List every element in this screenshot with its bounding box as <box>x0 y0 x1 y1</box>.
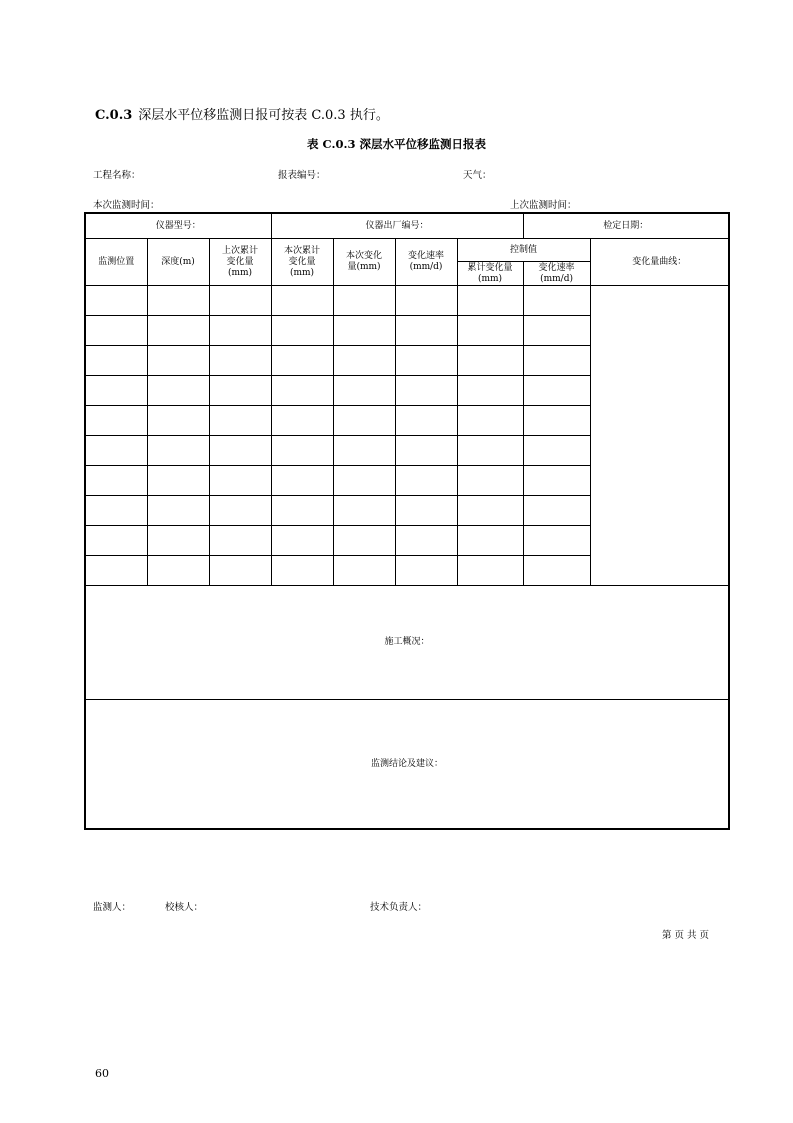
data-cell[interactable] <box>85 496 147 526</box>
col-curr-cumulative: 本次累计 变化量 (mm) <box>271 239 333 286</box>
data-cell[interactable] <box>395 526 457 556</box>
data-cell[interactable] <box>209 496 271 526</box>
data-cell[interactable] <box>271 316 333 346</box>
data-cell[interactable] <box>85 466 147 496</box>
previous-time-label: 上次监测时间： <box>510 200 577 211</box>
tech-lead-label: 技术负责人： <box>370 902 428 913</box>
col-depth: 深度(m) <box>147 239 209 286</box>
data-cell[interactable] <box>271 376 333 406</box>
col-prev-cumulative: 上次累计 变化量 (mm) <box>209 239 271 286</box>
data-cell[interactable] <box>271 436 333 466</box>
data-cell[interactable] <box>271 526 333 556</box>
data-cell[interactable] <box>209 556 271 586</box>
data-cell[interactable] <box>457 436 523 466</box>
clause-text: 深层水平位移监测日报可按表 C.0.3 执行。 <box>138 108 389 123</box>
data-cell[interactable] <box>457 286 523 316</box>
calibration-date-cell: 检定日期： <box>523 213 729 239</box>
data-cell[interactable] <box>147 376 209 406</box>
col-control-rate: 变化速率 (mm/d) <box>523 262 590 286</box>
instrument-row <box>85 213 729 239</box>
data-cell[interactable] <box>147 406 209 436</box>
data-row <box>85 286 729 316</box>
instrument-model-cell: 仪器型号： <box>85 213 271 239</box>
clause-line <box>95 104 389 123</box>
data-cell[interactable] <box>85 286 147 316</box>
data-cell[interactable] <box>523 436 590 466</box>
data-cell[interactable] <box>395 406 457 436</box>
conclusion-row <box>85 700 729 830</box>
data-cell[interactable] <box>333 376 395 406</box>
data-cell[interactable] <box>395 286 457 316</box>
page-of-label: 第 页 共 页 <box>662 930 710 941</box>
data-cell[interactable] <box>147 346 209 376</box>
data-cell[interactable] <box>209 286 271 316</box>
data-cell[interactable] <box>85 526 147 556</box>
data-cell[interactable] <box>523 346 590 376</box>
data-cell[interactable] <box>271 556 333 586</box>
construction-cell[interactable]: 施工概况： <box>85 586 729 700</box>
data-cell[interactable] <box>333 286 395 316</box>
clause-number: C.0.3 <box>95 108 133 123</box>
data-cell[interactable] <box>523 376 590 406</box>
data-cell[interactable] <box>457 556 523 586</box>
col-control-cumulative: 累计变化量 (mm) <box>457 262 523 286</box>
project-name-label: 工程名称： <box>93 170 141 181</box>
data-cell[interactable] <box>395 466 457 496</box>
data-cell[interactable] <box>271 286 333 316</box>
data-cell[interactable] <box>271 496 333 526</box>
data-cell[interactable] <box>523 286 590 316</box>
data-cell[interactable] <box>85 406 147 436</box>
data-cell[interactable] <box>333 316 395 346</box>
weather-label: 天气： <box>463 170 492 181</box>
data-cell[interactable] <box>457 526 523 556</box>
data-cell[interactable] <box>395 376 457 406</box>
data-cell[interactable] <box>395 436 457 466</box>
data-cell[interactable] <box>147 496 209 526</box>
col-change-rate: 变化速率 (mm/d) <box>395 239 457 286</box>
data-cell[interactable] <box>333 496 395 526</box>
data-cell[interactable] <box>457 376 523 406</box>
data-cell[interactable] <box>209 316 271 346</box>
data-cell[interactable] <box>395 316 457 346</box>
conclusion-cell[interactable]: 监测结论及建议： <box>85 700 729 830</box>
report-no-label: 报表编号： <box>278 170 326 181</box>
table-title: 表 C.0.3 深层水平位移监测日报表 <box>307 137 486 151</box>
data-cell[interactable] <box>147 316 209 346</box>
data-cell[interactable] <box>523 556 590 586</box>
col-curr-change: 本次变化 量(mm) <box>333 239 395 286</box>
data-cell[interactable] <box>457 466 523 496</box>
current-time-label: 本次监测时间： <box>93 200 160 211</box>
data-cell[interactable] <box>333 466 395 496</box>
report-table <box>84 212 730 830</box>
data-cell[interactable] <box>395 556 457 586</box>
data-cell[interactable] <box>147 286 209 316</box>
col-curve: 变化量曲线： <box>590 239 729 286</box>
data-cell[interactable] <box>523 466 590 496</box>
data-cell[interactable] <box>523 406 590 436</box>
data-cell[interactable] <box>147 466 209 496</box>
col-control-value: 控制值 <box>457 239 590 262</box>
data-cell[interactable] <box>523 496 590 526</box>
data-cell[interactable] <box>271 346 333 376</box>
data-cell[interactable] <box>523 316 590 346</box>
construction-row <box>85 586 729 700</box>
data-cell[interactable] <box>147 526 209 556</box>
data-cell[interactable] <box>209 466 271 496</box>
page-number: 60 <box>95 1067 109 1080</box>
data-cell[interactable] <box>523 526 590 556</box>
data-cell[interactable] <box>457 346 523 376</box>
curve-area[interactable] <box>590 286 729 586</box>
checker-label: 校核人： <box>165 902 204 913</box>
col-position: 监测位置 <box>85 239 147 286</box>
data-cell[interactable] <box>85 346 147 376</box>
data-cell[interactable] <box>457 496 523 526</box>
data-cell[interactable] <box>209 436 271 466</box>
data-cell[interactable] <box>271 406 333 436</box>
data-cell[interactable] <box>395 346 457 376</box>
header-row-1 <box>85 239 729 262</box>
monitor-label: 监测人： <box>93 902 132 913</box>
data-cell[interactable] <box>333 346 395 376</box>
data-cell[interactable] <box>457 316 523 346</box>
data-cell[interactable] <box>333 556 395 586</box>
data-cell[interactable] <box>333 406 395 436</box>
data-cell[interactable] <box>209 376 271 406</box>
instrument-serial-cell: 仪器出厂编号： <box>271 213 523 239</box>
data-cell[interactable] <box>85 376 147 406</box>
data-cell[interactable] <box>333 436 395 466</box>
data-cell[interactable] <box>85 316 147 346</box>
data-cell[interactable] <box>85 436 147 466</box>
data-cell[interactable] <box>333 526 395 556</box>
data-cell[interactable] <box>271 466 333 496</box>
data-cell[interactable] <box>395 496 457 526</box>
data-cell[interactable] <box>209 406 271 436</box>
data-cell[interactable] <box>457 406 523 436</box>
data-cell[interactable] <box>209 346 271 376</box>
data-cell[interactable] <box>209 526 271 556</box>
data-cell[interactable] <box>147 436 209 466</box>
data-cell[interactable] <box>85 556 147 586</box>
data-cell[interactable] <box>147 556 209 586</box>
